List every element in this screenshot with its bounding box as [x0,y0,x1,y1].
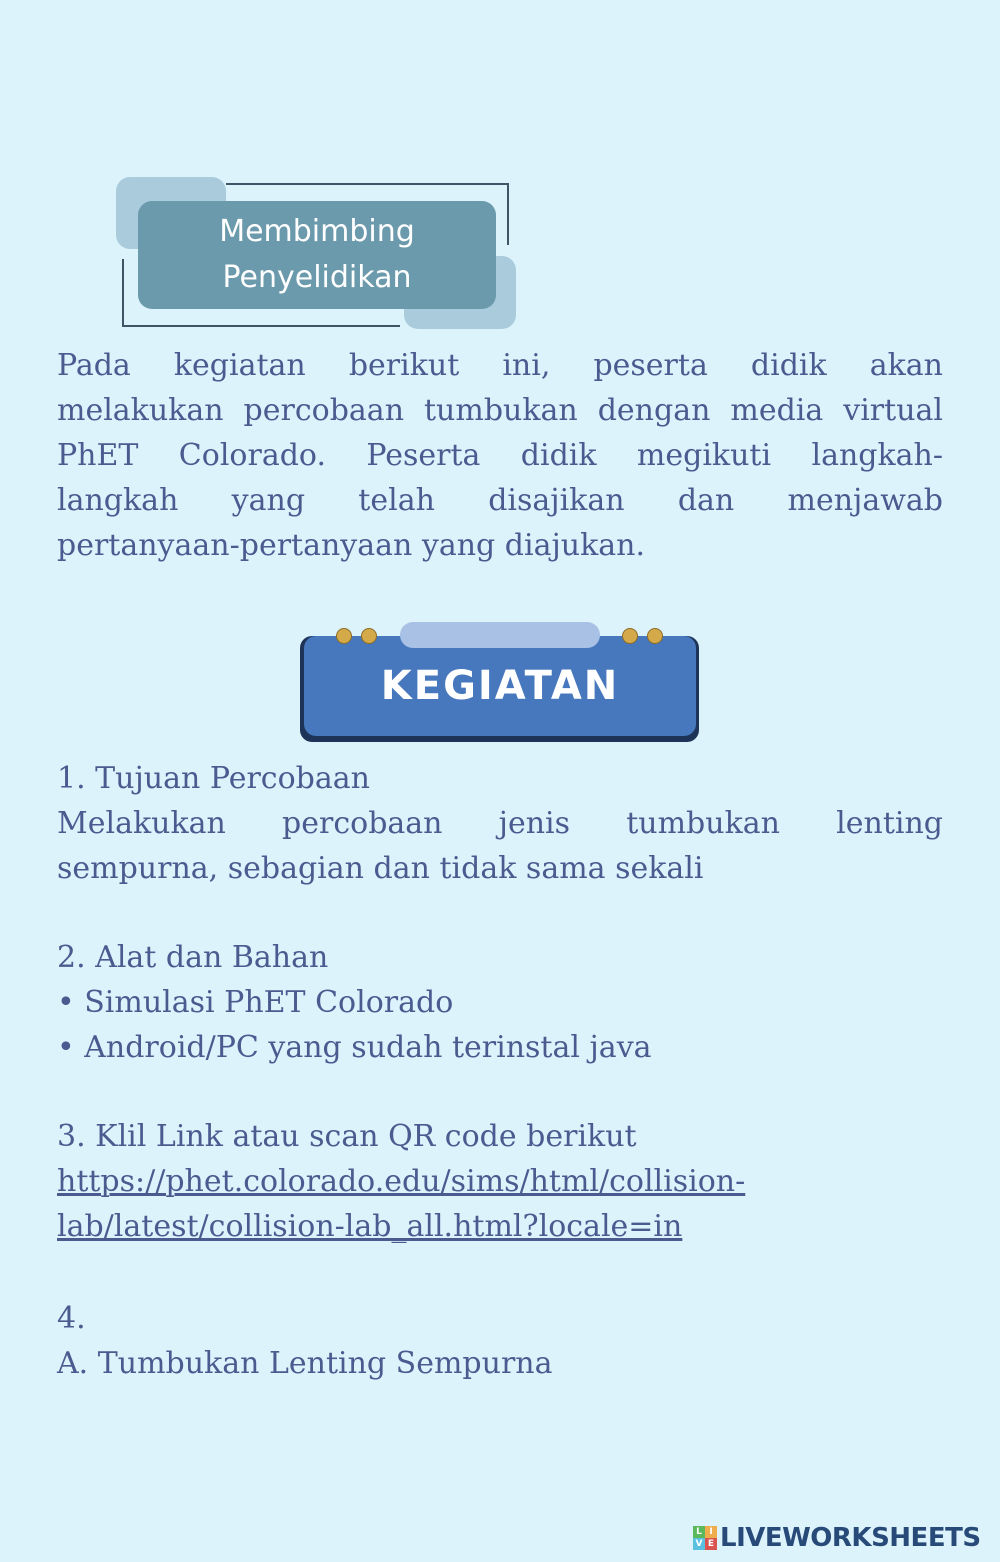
section-tujuan [57,756,943,891]
intro-text-3: PhET Colorado. Peserta didik megikuti langkah- [57,438,943,473]
brand-name: LIVEWORKSHEETS [720,1523,981,1553]
section-heading: 1. Tujuan Percobaan [57,761,370,796]
tujuan-line-1: Melakukan percobaan jenis tumbukan lenting [57,806,943,841]
badge-label [138,201,496,309]
frame-line-right [507,183,509,245]
intro-line-4 [57,478,943,523]
logo-letter: E [705,1538,717,1550]
banner-label: KEGIATAN [304,636,696,736]
tujuan-line-2: sempurna, sebagian dan tidak sama sekali [57,851,704,886]
intro-text-4: langkah yang telah disajikan dan menjawab [57,483,943,518]
intro-line-2 [57,388,943,433]
section-subheading: A. Tumbukan Lenting Sempurna [57,1346,553,1381]
logo-letter: L [693,1526,705,1538]
banner-dot [647,628,663,644]
logo-letter: I [705,1526,717,1538]
section-number: 4. [57,1301,86,1336]
list-item: • Simulasi PhET Colorado [57,985,454,1020]
intro-text-1: Pada kegiatan berikut ini, peserta didik akan [57,348,943,383]
frame-line-top [226,183,508,185]
section-alat-bahan [57,935,943,1070]
intro-line-1 [57,343,943,388]
frame-line-bottom [122,325,400,327]
banner-dot [361,628,377,644]
banner-tab [400,622,600,648]
kegiatan-banner [300,620,702,744]
banner-dot [622,628,638,644]
logo-letter: V [693,1538,705,1550]
liveworksheets-logo[interactable] [693,1520,981,1556]
intro-line-5 [57,523,943,568]
section-link [57,1114,943,1249]
intro-text-5: pertanyaan-pertanyaan yang diajukan. [57,528,646,563]
intro-paragraph [57,343,943,568]
list-item: • Android/PC yang sudah terinstal java [57,1030,652,1065]
section-badge [110,175,520,335]
intro-text-2: melakukan percobaan tumbukan dengan media virtual [57,393,943,428]
frame-line-left [122,259,124,327]
section-heading: 2. Alat dan Bahan [57,940,329,975]
section-4 [57,1296,943,1386]
badge-line-1: Membimbing [219,214,415,249]
badge-line-2: Penyelidikan [222,260,412,295]
phet-link-line-2[interactable]: lab/latest/collision-lab_all.html?locale=in [57,1209,683,1244]
banner-dot [336,628,352,644]
section-heading: 3. Klil Link atau scan QR code berikut [57,1119,637,1154]
liveworksheets-icon [693,1526,717,1550]
intro-line-3 [57,433,943,478]
phet-link-line-1[interactable]: https://phet.colorado.edu/sims/html/collision- [57,1164,746,1199]
